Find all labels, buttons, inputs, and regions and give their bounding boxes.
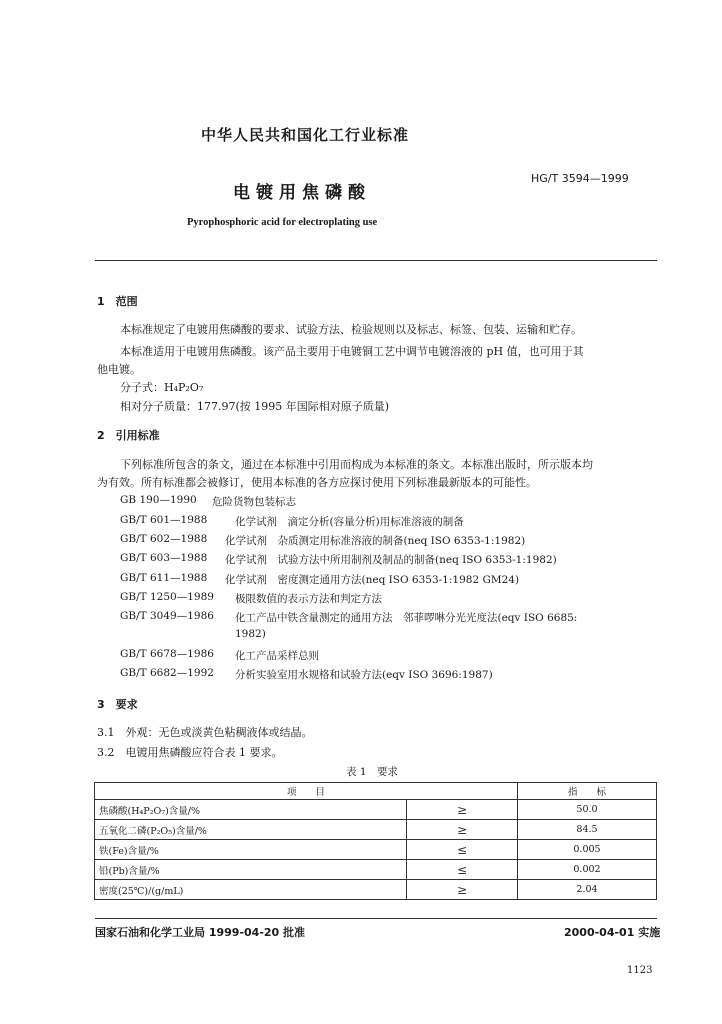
row-item: 五氧化二磷(P₂O₅)含量/% <box>95 820 407 840</box>
row-value: 0.005 <box>518 840 657 860</box>
row-value: 2.04 <box>518 880 657 900</box>
section-1-para-2-line-1: 本标准适用于电镀用焦磷酸。该产品主要用于电镀铜工艺中调节电镀溶液的 pH 值，也可用于其 <box>120 345 584 358</box>
footer-divider <box>95 918 657 919</box>
row-operator: ≤ <box>407 840 518 860</box>
ref-desc: 化工产品采样总则 <box>235 650 319 662</box>
section-1-para-1: 本标准规定了电镀用焦磷酸的要求、试验方法、检验规则以及标志、标签、包装、运输和贮存。 <box>120 323 582 336</box>
ref-desc: 化学试剂 杂质测定用标准溶液的制备(neq ISO 6353-1:1982) <box>225 535 526 547</box>
molecular-mass: 相对分子质量：177.97(按 1995 年国际相对原子质量) <box>120 400 390 413</box>
table-row <box>95 800 657 820</box>
ref-code: GB/T 601—1988 <box>120 514 208 526</box>
table-row <box>95 880 657 900</box>
ref-code: GB/T 1250—1989 <box>120 591 214 603</box>
table-header-row <box>95 783 657 800</box>
row-operator: ≥ <box>407 820 518 840</box>
english-title: Pyrophosphoric acid for electroplating use <box>187 217 378 228</box>
ref-code: GB/T 6678—1986 <box>120 648 214 660</box>
page-number: 1123 <box>627 965 653 976</box>
ref-code: GB/T 611—1988 <box>120 572 208 584</box>
section-2-intro-line-1: 下列标准所包含的条文，通过在本标准中引用而构成为本标准的条文。本标准出版时，所示版本均 <box>120 458 593 471</box>
row-item: 焦磷酸(H₄P₂O₇)含量/% <box>95 800 407 820</box>
header-item: 项 目 <box>95 783 518 800</box>
section-1-heading: 1 范围 <box>97 295 138 308</box>
table-row <box>95 840 657 860</box>
ref-code: GB/T 3049—1986 <box>120 610 214 622</box>
row-operator: ≤ <box>407 860 518 880</box>
header-value: 指 标 <box>518 783 657 800</box>
standard-code: HG/T 3594—1999 <box>531 172 629 185</box>
table-row <box>95 820 657 840</box>
approval-date: 国家石油和化学工业局 1999-04-20 批准 <box>95 926 306 939</box>
document-title: 电镀用焦磷酸 <box>233 183 371 203</box>
ref-desc-continuation: 1982) <box>235 628 266 640</box>
section-2-heading: 2 引用标准 <box>97 429 160 442</box>
row-item: 密度(25℃)/(g/mL) <box>95 880 407 900</box>
requirements-table <box>94 782 657 900</box>
ref-desc: 化学试剂 密度测定通用方法(neq ISO 6353-1:1982 GM24) <box>225 574 520 586</box>
requirement-3-2: 3.2 电镀用焦磷酸应符合表 1 要求。 <box>97 746 283 759</box>
ref-code: GB/T 603—1988 <box>120 552 208 564</box>
section-3-heading: 3 要求 <box>97 698 138 711</box>
ref-desc: 极限数值的表示方法和判定方法 <box>235 593 382 605</box>
header-divider <box>95 260 657 261</box>
section-1-para-2-line-2: 他电镀。 <box>97 363 141 376</box>
row-operator: ≥ <box>407 880 518 900</box>
ref-desc: 化学试剂 试验方法中所用制剂及制品的制备(neq ISO 6353-1:1982) <box>225 554 557 566</box>
row-item: 铅(Pb)含量/% <box>95 860 407 880</box>
standard-body-title: 中华人民共和国化工行业标准 <box>201 126 410 144</box>
ref-desc: 化工产品中铁含量测定的通用方法 邻菲啰啉分光光度法(eqv ISO 6685: <box>235 612 578 624</box>
ref-desc: 危险货物包装标志 <box>212 496 296 508</box>
row-item: 铁(Fe)含量/% <box>95 840 407 860</box>
requirement-3-1: 3.1 外观：无色或淡黄色粘稠液体或结晶。 <box>97 726 313 739</box>
molecular-formula: 分子式：H₄P₂O₇ <box>120 381 204 394</box>
table-row <box>95 860 657 880</box>
row-operator: ≥ <box>407 800 518 820</box>
ref-code: GB 190—1990 <box>120 494 197 506</box>
row-value: 84.5 <box>518 820 657 840</box>
ref-code: GB/T 602—1988 <box>120 533 208 545</box>
ref-desc: 化学试剂 滴定分析(容量分析)用标准溶液的制备 <box>235 516 464 528</box>
section-2-intro-line-2: 为有效。所有标准都会被修订，使用本标准的各方应探讨使用下列标准最新版本的可能性。 <box>97 476 537 489</box>
ref-desc: 分析实验室用水规格和试验方法(eqv ISO 3696:1987) <box>235 669 493 681</box>
row-value: 0.002 <box>518 860 657 880</box>
ref-code: GB/T 6682—1992 <box>120 667 214 679</box>
row-value: 50.0 <box>518 800 657 820</box>
table-caption: 表 1 要求 <box>346 766 399 778</box>
effective-date: 2000-04-01 实施 <box>564 926 661 939</box>
